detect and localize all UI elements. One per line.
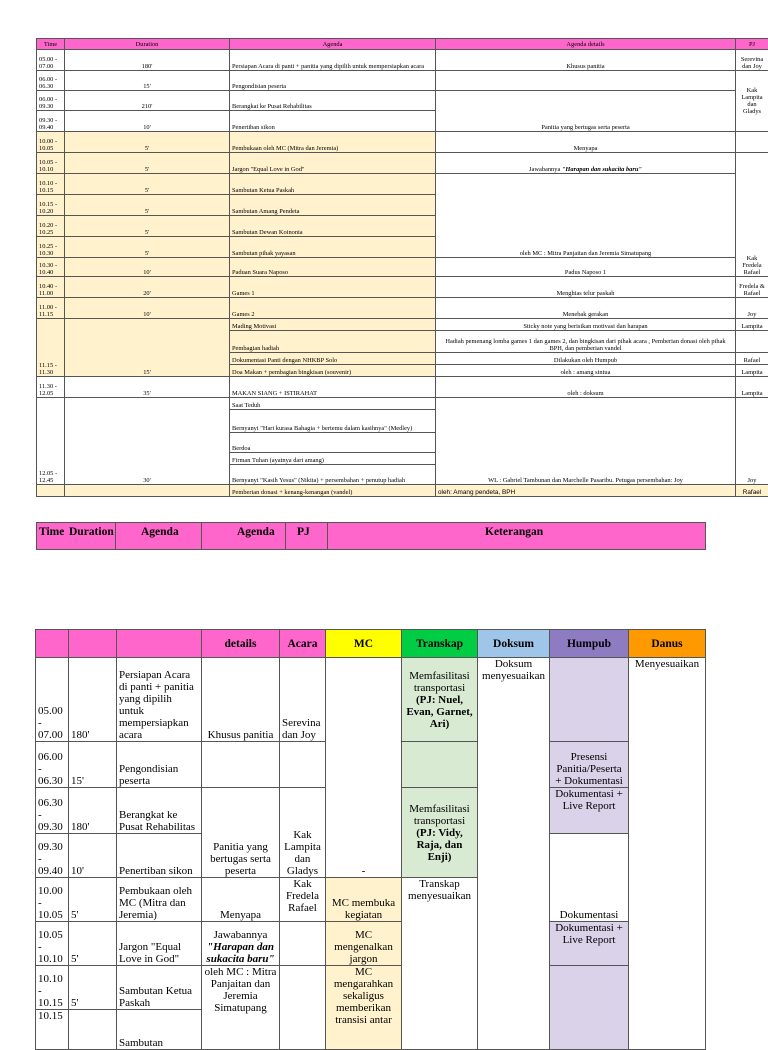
transkap-cell: [402, 742, 478, 788]
time-cell: 11.00 - 11.15: [37, 298, 65, 319]
pj-cell: Lampita: [736, 377, 768, 398]
table-row: [37, 377, 768, 398]
agenda-cell: Saat Teduh: [230, 398, 436, 410]
agenda-cell: Bernyanyi "Hari kurasa Bahagia + bertemu dalam kasihnya" (Medley): [230, 410, 436, 433]
table-row: [37, 71, 768, 91]
footer-duration: Duration: [69, 526, 114, 538]
header-time: Time: [37, 39, 65, 50]
acara-cell: [280, 742, 326, 788]
top-schedule-table: [36, 38, 768, 497]
duration-cell: 5': [65, 195, 230, 216]
time-cell: 06.00 - 06.30: [37, 71, 65, 91]
footer-keterangan: Keterangan: [485, 526, 543, 538]
duration-cell: 30': [65, 398, 230, 485]
duration-cell: 5': [69, 922, 117, 966]
time-cell: 11.30 - 12.05: [37, 377, 65, 398]
details-emphasis: "Harapan dan sukacita baru": [562, 166, 642, 173]
humpub-cell: [550, 966, 629, 1050]
agenda-cell: Sambutan Dewan Koinonia: [230, 216, 436, 237]
duration-cell: 5': [65, 237, 230, 258]
time-cell: 10.30 - 10.40: [37, 258, 65, 277]
footer-agenda: Agenda: [141, 526, 179, 538]
time-cell: 06.30 - 09.30: [36, 788, 69, 834]
agenda-cell: Penertiban sikon: [230, 111, 436, 132]
mc-cell: MC membuka kegiatan: [326, 878, 402, 922]
table-row: [36, 922, 706, 966]
transkap-text: Memfasilitasi transportasi: [409, 803, 470, 827]
details-cell: oleh : amang sintua: [436, 365, 736, 377]
duration-cell: 180': [65, 50, 230, 71]
mc-cell: MC mengarahkan sekaligus memberikan transisi antar: [326, 966, 402, 1050]
time-cell: 10.40 - 11.00: [37, 277, 65, 298]
header-agenda: Agenda: [230, 39, 436, 50]
table-row: [37, 398, 768, 410]
details-emphasis: "Harapan dan sukacita baru": [206, 941, 274, 965]
pj-cell: Serevina dan Joy: [736, 50, 768, 71]
table-row: [37, 298, 768, 319]
duration-cell: 5': [69, 878, 117, 922]
humpub-cell: Presensi Panitia/Peserta + Dokumentasi: [550, 742, 629, 788]
time-cell: 10.15 - 10.20: [37, 195, 65, 216]
details-cell: [436, 153, 736, 174]
duration-cell: 15': [69, 742, 117, 788]
pj-cell: Rafael: [736, 485, 768, 497]
agenda-cell: Pembukaan oleh MC (Mitra dan Jeremia): [230, 132, 436, 153]
duration-cell: 5': [65, 216, 230, 237]
transkap-text: Memfasilitasi transportasi: [409, 670, 470, 694]
header-transkap: Transkap: [402, 630, 478, 658]
footer-pj: PJ: [297, 526, 310, 538]
details-cell: [202, 742, 280, 788]
duration-cell: 5': [65, 174, 230, 195]
pj-cell: Fredela & Rafael: [736, 277, 768, 298]
danus-cell: Menyesuaikan: [629, 658, 706, 1050]
humpub-cell: Dokumentasi + Live Report: [550, 922, 629, 966]
header-mc: MC: [326, 630, 402, 658]
table-row: [36, 658, 706, 742]
duration-cell: 10': [65, 258, 230, 277]
agenda-cell: Sambutan Ketua Paskah: [230, 174, 436, 195]
details-cell: oleh MC : Mitra Panjaitan dan Jeremia Simatupang: [202, 966, 280, 1050]
table-row: [37, 153, 768, 174]
agenda-cell: Berangkat ke Pusat Rehabilitas: [230, 91, 436, 111]
details-cell: oleh : doksum: [436, 377, 736, 398]
time-cell: 10.00 - 10.05: [36, 878, 69, 922]
footer-divider: [201, 523, 202, 549]
duration-cell: 15': [65, 319, 230, 377]
time-cell: 10.10 - 10.15: [37, 174, 65, 195]
details-cell: Menebak gerakan: [436, 298, 736, 319]
agenda-cell: Dokumentasi Panti dengan NHKBP Solo: [230, 353, 436, 365]
duration-cell: 10': [65, 298, 230, 319]
time-cell: [37, 485, 65, 497]
humpub-cell: Dokumentasi + Live Report: [550, 788, 629, 834]
time-cell: 10.20 - 10.25: [37, 216, 65, 237]
time-cell: 10.15: [36, 1010, 69, 1050]
details-cell: Padus Naposo 1: [436, 258, 736, 277]
header-duration: Duration: [65, 39, 230, 50]
details-cell: oleh MC : Mitra Panjaitan dan Jeremia Simatupang: [436, 174, 736, 258]
time-cell: 10.00 - 10.05: [37, 132, 65, 153]
time-cell: 09.30 - 09.40: [36, 834, 69, 878]
table-row: [37, 485, 768, 497]
transkap-cell: Transkap menyesuaikan: [402, 878, 478, 1050]
pj-cell: [736, 132, 768, 153]
duration-cell: 180': [69, 658, 117, 742]
duration-cell: 15': [65, 71, 230, 91]
agenda-cell: Persiapan Acara di panti + panitia yang dipilih untuk mempersiapkan acara: [117, 658, 202, 742]
duration-cell: [69, 1010, 117, 1050]
footer-divider: [115, 523, 116, 549]
time-cell: 06.00 - 09.30: [37, 91, 65, 111]
transkap-pj: (PJ: Nuel, Evan, Garnet, Ari): [406, 694, 472, 730]
details-cell: WL : Gabriel Tambunan dan Marchelle Pasaribu. Petugas persembahan: Joy: [436, 398, 736, 485]
pj-cell: Rafael: [736, 353, 768, 365]
header-blank: [69, 630, 117, 658]
pj-cell: Kak Fredela Rafael: [736, 153, 768, 277]
table-row: [37, 258, 768, 277]
footer-time: Time: [39, 526, 64, 538]
acara-cell: [280, 922, 326, 966]
pj-cell: Lampita: [736, 319, 768, 331]
transkap-cell: [402, 788, 478, 878]
agenda-cell: Pemberian donasi + kenang-kenangan (vandel): [230, 485, 436, 497]
bottom-header-row: [36, 630, 706, 658]
details-cell: Sticky note yang berisikan motivasi dan harapan: [436, 319, 736, 331]
time-cell: 11.15 - 11.30: [37, 319, 65, 377]
agenda-cell: MAKAN SIANG + ISTIRAHAT: [230, 377, 436, 398]
details-cell: Hadiah pemenang lomba games 1 dan games 2, dan bingkisan dari pihak acara , Pemberian donasi oleh pihak BPH, dan pemberian vandel: [436, 331, 736, 353]
agenda-cell: Pengondisian peserta: [117, 742, 202, 788]
agenda-cell: Mading Motivasi: [230, 319, 436, 331]
agenda-cell: Penertiban sikon: [117, 834, 202, 878]
footer-divider: [285, 523, 286, 549]
details-prefix: Jawabannya: [529, 166, 562, 173]
time-cell: 10.05 - 10.10: [37, 153, 65, 174]
details-cell: Khusus panitia: [202, 658, 280, 742]
agenda-cell: Pengondisian peserta: [230, 71, 436, 91]
agenda-cell: Doa Makan + pembagian bingkisan (souvenir): [230, 365, 436, 377]
agenda-cell: Bernyanyi "Kasih Yesus" (Nikita) + persembahan + penutup hadiah: [230, 465, 436, 485]
details-cell: [436, 71, 736, 91]
pj-cell: [736, 331, 768, 353]
header-acara: Acara: [280, 630, 326, 658]
header-danus: Danus: [629, 630, 706, 658]
duration-cell: 10': [69, 834, 117, 878]
agenda-cell: Persiapan Acara di panti + panitia yang dipilih untuk mempersiapkan acara: [230, 50, 436, 71]
details-cell: oleh: Amang pendeta, BPH: [436, 485, 736, 497]
agenda-cell: Berangkat ke Pusat Rehabilitas: [117, 788, 202, 834]
mc-cell: MC mengenalkan jargon: [326, 922, 402, 966]
header-doksum: Doksum: [478, 630, 550, 658]
duration-cell: 35': [65, 377, 230, 398]
time-cell: 10.25 - 10.30: [37, 237, 65, 258]
humpub-cell: Dokumentasi: [550, 834, 629, 922]
header-agenda-details: Agenda details: [436, 39, 736, 50]
time-cell: 10.10 - 10.15: [36, 966, 69, 1010]
duration-cell: 20': [65, 277, 230, 298]
agenda-cell: Games 1: [230, 277, 436, 298]
duration-cell: 5': [65, 132, 230, 153]
acara-cell: Kak Lampita dan Gladys: [280, 788, 326, 878]
details-cell: Panitia yang bertugas serta peserta: [202, 788, 280, 878]
agenda-cell: Pembukaan oleh MC (Mitra dan Jeremia): [117, 878, 202, 922]
details-cell: Menyapa: [202, 878, 280, 922]
agenda-cell: Games 2: [230, 298, 436, 319]
transkap-pj: (PJ: Vidy, Raja, dan Enji): [416, 827, 462, 863]
doksum-cell: Doksum menyesuaikan: [478, 658, 550, 1050]
duration-cell: 5': [65, 153, 230, 174]
details-cell: [202, 922, 280, 966]
table-row: [37, 50, 768, 71]
table-row: [37, 174, 768, 195]
agenda-cell: Sambutan: [117, 1010, 202, 1050]
duration-cell: 10': [65, 111, 230, 132]
duration-cell: [65, 485, 230, 497]
agenda-cell: Paduan Suara Naposo: [230, 258, 436, 277]
mc-cell: [326, 658, 402, 878]
agenda-cell: Jargon "Equal Love in God": [230, 153, 436, 174]
agenda-cell: Sambutan Ketua Paskah: [117, 966, 202, 1010]
agenda-cell: Pembagian hadiah: [230, 331, 436, 353]
table-row: [37, 277, 768, 298]
time-cell: 12.05 - 12.45: [37, 398, 65, 485]
time-cell: 10.05 - 10.10: [36, 922, 69, 966]
time-cell: 05.00 - 07.00: [36, 658, 69, 742]
details-cell: Dilakukan oleh Humpub: [436, 353, 736, 365]
transkap-cell: [402, 658, 478, 742]
agenda-cell: Firman Tuhan (ayatnya dari amang): [230, 453, 436, 465]
mc-text: -: [362, 865, 366, 877]
table-row: [37, 132, 768, 153]
pj-cell: Joy: [736, 298, 768, 319]
footer-agenda-2: Agenda: [237, 526, 275, 538]
pj-cell: Lampita: [736, 365, 768, 377]
acara-cell: [280, 966, 326, 1050]
humpub-cell: [550, 658, 629, 742]
footer-divider: [327, 523, 328, 549]
details-prefix: Jawabannya: [214, 929, 268, 941]
header-humpub: Humpub: [550, 630, 629, 658]
header-blank: [117, 630, 202, 658]
time-cell: 09.30 - 09.40: [37, 111, 65, 132]
agenda-cell: Sambutan Amang Pendeta: [230, 195, 436, 216]
details-cell: Panitia yang bertugas serta peserta: [436, 91, 736, 132]
details-cell: Menghias telur paskah: [436, 277, 736, 298]
pj-cell: Joy: [736, 398, 768, 485]
table-row: [37, 91, 768, 111]
table-row: [36, 966, 706, 1010]
agenda-cell: Berdoa: [230, 433, 436, 453]
pj-cell: Kak Lampita dan Gladys: [736, 71, 768, 132]
header-pj: PJ: [736, 39, 768, 50]
acara-cell: Kak Fredela Rafael: [280, 878, 326, 922]
table-row: [37, 319, 768, 331]
duration-cell: 210': [65, 91, 230, 111]
duration-cell: 180': [69, 788, 117, 834]
time-cell: 05.00 - 07.00: [37, 50, 65, 71]
details-cell: Menyapa: [436, 132, 736, 153]
top-header-row: [37, 39, 768, 50]
agenda-cell: Sambutan pihak yayasan: [230, 237, 436, 258]
bottom-division-table: [35, 629, 706, 1050]
details-cell: Khusus panitia: [436, 50, 736, 71]
header-blank: [36, 630, 69, 658]
time-cell: 06.00 - 06.30: [36, 742, 69, 788]
header-details: details: [202, 630, 280, 658]
acara-cell: Serevina dan Joy: [280, 658, 326, 742]
agenda-cell: Jargon "Equal Love in God": [117, 922, 202, 966]
duration-cell: 5': [69, 966, 117, 1010]
footer-bar: [36, 522, 706, 550]
